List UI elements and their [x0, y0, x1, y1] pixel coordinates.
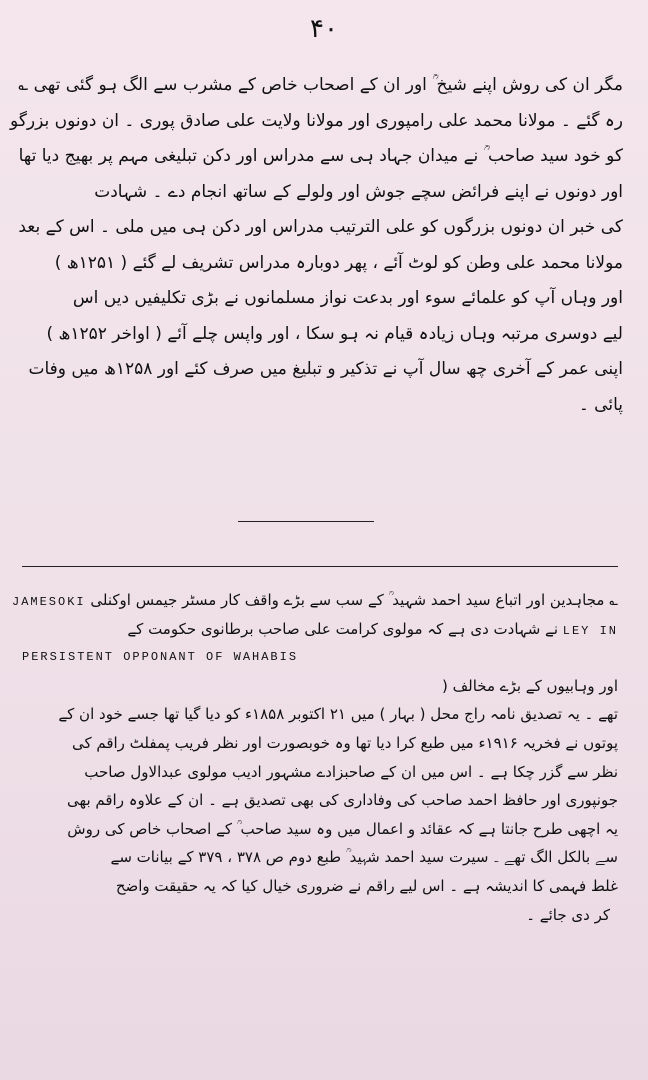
footnote-line: [22, 615, 618, 644]
footnote-english-name: JAMESOKI: [12, 595, 86, 609]
footnote-line: [12, 586, 618, 615]
footnote-line: تھے ۔ یہ تصدیق نامہ راج محل ( بہار ) میں ۲۱ اکتوبر ۱۸۵۸ء کو دیا گیا تھا جسے خود ان کے: [58, 705, 618, 724]
footnote-english-name: LEY IN: [562, 623, 618, 638]
body-line: کو خود سید صاحب ؒ نے میدان جہاد ہی سے مدراس اور دکن تبلیغی مہم پر بھیج دیا تھا: [18, 146, 623, 166]
footnote: [12, 586, 618, 929]
footnote-line: کر دی جائے ۔: [526, 905, 610, 924]
footnote-line: یہ اچھی طرح جانتا ہے کہ عقائد و اعمال میں وہ سید صاحب ؒ کے اصحاب خاص کی روش: [67, 819, 618, 838]
body-line: اپنی عمر کے آخری چھ سال آپ نے تذکیر و تبلیغ میں صرف کئے اور ۱۲۵۸ھ میں وفات: [28, 359, 623, 379]
footnote-line: غلط فہمی کا اندیشہ ہے ۔ اس لیے راقم نے ضروری خیال کیا کہ یہ حقیقت واضح: [115, 876, 618, 895]
footnote-text: نے شہادت دی ہے کہ مولوی کرامت علی صاحب برطانوی حکومت کے: [127, 619, 558, 638]
footnote-line: سے بالکل الگ تھے ۔ سیرت سید احمد شہید ؒ طبع دوم ص ۳۷۸ ، ۳۷۹ کے بیانات سے: [110, 848, 618, 867]
footnote-line: جونپوری اور حافظ احمد صاحب کی وفاداری کی بھی تصدیق ہے ۔ ان کے علاوہ راقم بھی: [67, 791, 618, 810]
body-line: اور وہاں آپ کو علمائے سوء اور بدعت نواز مسلمانوں نے بڑی تکلیفیں دیں اس: [72, 288, 623, 308]
body-line: مگر ان کی روش اپنے شیخ ؒ اور ان کے اصحاب خاص کے مشرب سے الگ ہو گئی تھی ؎: [18, 75, 623, 95]
footnote-english-quote: PERSISTENT OPPONANT OF WAHABIS: [22, 650, 299, 665]
body-line: رہ گئے ۔ مولانا محمد علی رامپوری اور مولانا ولایت علی صادق پوری ۔ ان دونوں بزرگو: [10, 110, 623, 131]
page-number: ۴۰: [310, 14, 338, 44]
footnote-line: نظر سے گزر چکا ہے ۔ اس میں ان کے صاحبزادے مشہور ادیب مولوی عبدالاول صاحب: [84, 762, 618, 781]
body-line: کی خبر ان دونوں بزرگوں کو علی الترتیب مدراس اور دکن ہی میں ملی ۔ اس کے بعد: [18, 217, 623, 237]
footnote-line: پوتوں نے فخریہ ۱۹۱۶ء میں طبع کرا دیا تھا وہ خوبصورت اور نظر فریب پمفلٹ راقم کی: [71, 733, 618, 752]
footnote-text: ؎ مجاہدین اور اتباع سید احمد شہید ؒ کے سب سے بڑے واقف کار مسٹر جیمس اوکنلی: [90, 591, 618, 609]
footnote-divider: [22, 566, 618, 567]
section-end-divider: [238, 521, 374, 522]
body-text: [10, 68, 623, 423]
footnote-line: اور وہابیوں کے بڑے مخالف (: [442, 676, 618, 695]
body-line: اور دونوں نے اپنے فرائض سچے جوش اور ولولے کے ساتھ انجام دے ۔ شہادت: [94, 181, 623, 202]
body-line: پائی ۔: [578, 394, 623, 415]
body-line: لیے دوسری مرتبہ وہاں زیادہ قیام نہ ہو سکا ، اور واپس چلے آئے ( اواخر ۱۲۵۲ھ ): [46, 323, 623, 344]
body-line: مولانا محمد علی وطن کو لوٹ آئے ، پھر دوبارہ مدراس تشریف لے گئے ( ۱۲۵۱ھ ): [54, 252, 623, 273]
